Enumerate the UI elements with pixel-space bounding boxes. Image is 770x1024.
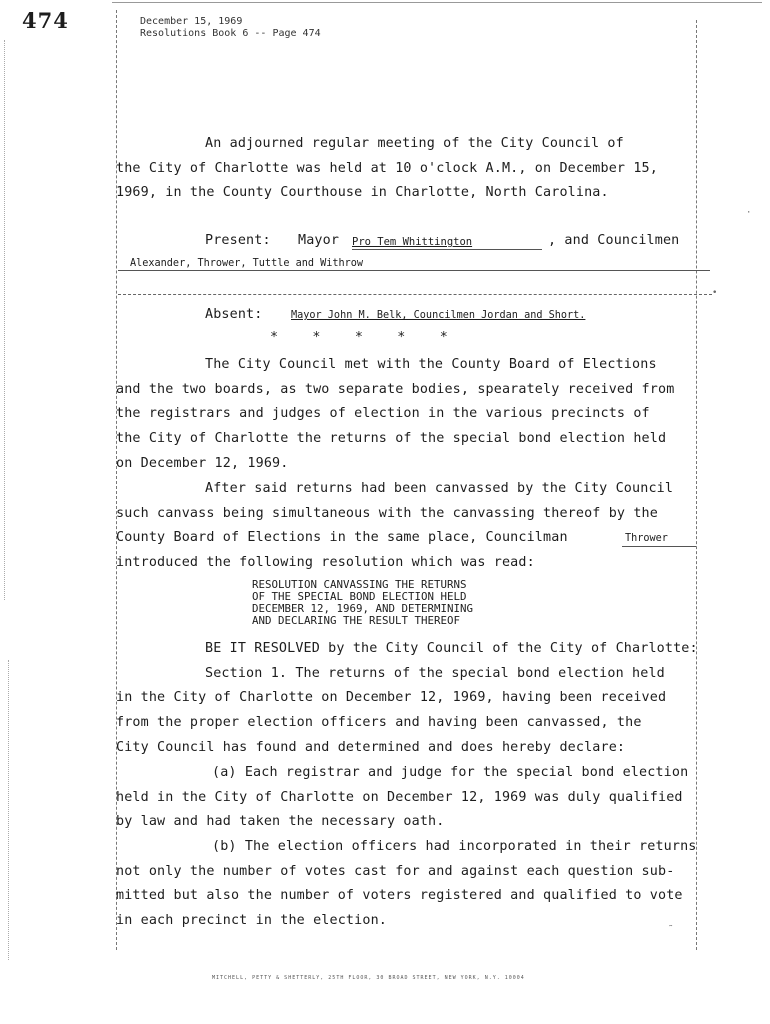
paragraph-line: the City of Charlotte the returns of the special bond election held — [116, 431, 667, 446]
header-book-reference: Resolutions Book 6 -- Page 474 — [140, 28, 321, 39]
section-separator-asterisks: * * * * * — [270, 330, 448, 345]
absent-names: Mayor John M. Belk, Councilmen Jordan and Short. — [291, 310, 586, 321]
paragraph-line: on December 12, 1969. — [116, 456, 289, 471]
item-line: in each precinct in the election. — [116, 913, 387, 928]
item-line: held in the City of Charlotte on December 12, 1969 was duly qualified — [116, 790, 683, 805]
item-line: by law and had taken the necessary oath. — [116, 814, 445, 829]
paragraph-line: County Board of Elections in the same place, Councilman — [116, 530, 568, 545]
section-line: in the City of Charlotte on December 12, 1969, having been received — [116, 690, 667, 705]
present-name-underline — [352, 249, 542, 250]
resolution-title-line: DECEMBER 12, 1969, AND DETERMINING — [252, 602, 474, 615]
present-label: Present: — [205, 233, 271, 248]
section-line: City Council has found and determined and does hereby declare: — [116, 740, 626, 755]
scan-mark: ˜ — [668, 925, 674, 935]
resolution-title-line: RESOLUTION CANVASSING THE RETURNS — [252, 578, 467, 591]
right-margin-rule — [696, 20, 697, 950]
councilman-name-underline — [622, 546, 696, 547]
paragraph-line: The City Council met with the County Board of Elections — [205, 357, 657, 372]
scan-mark: · — [746, 208, 752, 218]
scan-mark: • — [712, 288, 718, 298]
left-margin-rule — [116, 10, 117, 950]
paragraph-line: After said returns had been canvassed by the City Council — [205, 481, 674, 496]
introducing-councilman-name: Thrower — [625, 533, 668, 544]
intro-line: the City of Charlotte was held at 10 o'clock A.M., on December 15, — [116, 161, 658, 176]
intro-line: 1969, in the County Courthouse in Charlotte, North Carolina. — [116, 185, 609, 200]
present-blank-rule — [118, 294, 712, 295]
left-margin-artifact — [4, 40, 17, 600]
paragraph-line: such canvass being simultaneous with the canvassing thereof by the — [116, 506, 658, 521]
paragraph-line: and the two boards, as two separate bodies, spearately received from — [116, 382, 675, 397]
item-line: mitted but also the number of voters registered and qualified to vote — [116, 888, 683, 903]
present-mayor-name: Pro Tem Whittington — [352, 236, 473, 248]
header-date: December 15, 1969 — [140, 16, 243, 27]
top-border-line — [112, 2, 762, 3]
present-mayor-prefix: Mayor — [298, 233, 340, 248]
page-number: 474 — [22, 8, 69, 33]
section-line: from the proper election officers and having been canvassed, the — [116, 715, 642, 730]
absent-label: Absent: — [205, 307, 263, 322]
paragraph-line: introduced the following resolution which was read: — [116, 555, 535, 570]
left-margin-artifact — [8, 660, 21, 960]
section-line: Section 1. The returns of the special bond election held — [205, 666, 665, 681]
present-members: Alexander, Thrower, Tuttle and Withrow — [130, 258, 364, 269]
item-line: not only the number of votes cast for and against each question sub- — [116, 864, 675, 879]
resolved-clause: BE IT RESOLVED by the City Council of the City of Charlotte: — [205, 641, 698, 656]
present-councilmen-suffix: , and Councilmen — [548, 233, 680, 248]
paragraph-line: the registrars and judges of election in the various precincts of — [116, 406, 650, 421]
resolution-title-line: AND DECLARING THE RESULT THEREOF — [252, 614, 461, 627]
intro-line: An adjourned regular meeting of the City Council of — [205, 136, 624, 151]
item-line: (a) Each registrar and judge for the special bond election — [212, 765, 689, 780]
present-members-rule — [118, 270, 710, 271]
printer-footer: MITCHELL, PETTY & SHETTERLY, 25TH FLOOR, 30 BROAD STREET, NEW YORK, N.Y. 10004 — [212, 975, 525, 981]
item-line: (b) The election officers had incorporated in their returns — [212, 839, 697, 854]
resolution-title-line: OF THE SPECIAL BOND ELECTION HELD — [252, 590, 467, 603]
